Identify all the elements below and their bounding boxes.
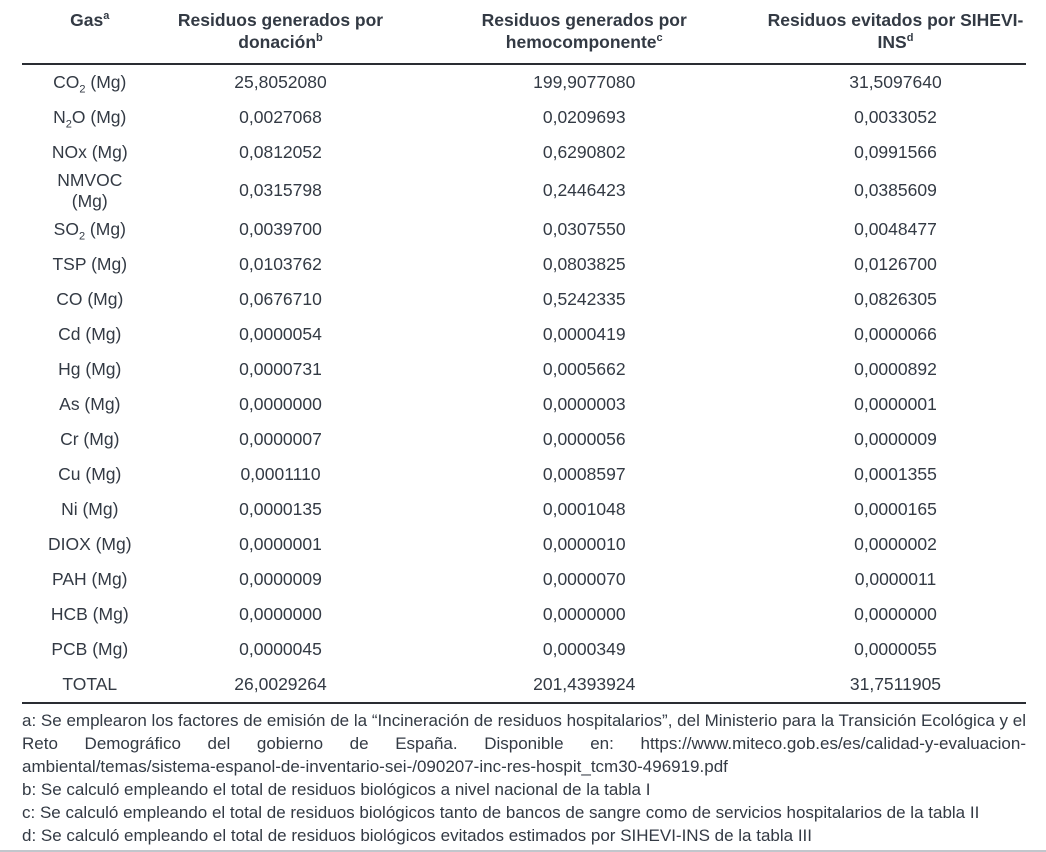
column-header-line: Residuos generados por xyxy=(177,10,384,30)
footnote-marker: d xyxy=(906,32,914,45)
value-cell: 25,8052080 xyxy=(234,71,327,92)
table-row xyxy=(22,317,1026,352)
value-cell: 0,0000045 xyxy=(239,638,322,659)
value-cell: 0,0209693 xyxy=(542,106,626,127)
value-cell: 0,0000000 xyxy=(542,603,626,624)
gas-subscript: 2 xyxy=(79,83,86,96)
gas-cell xyxy=(22,282,158,317)
gas-label: SO xyxy=(53,218,79,239)
value-cell: 0,0676710 xyxy=(239,288,322,309)
value-cell: 0,0000000 xyxy=(239,393,322,414)
gas-cell xyxy=(22,457,158,492)
gas-label: Cu (Mg) xyxy=(58,463,122,484)
table-row xyxy=(22,212,1026,247)
table-row xyxy=(22,247,1026,282)
footnote-d: d: Se calculó empleando el total de residuos biológicos evitados estimados por SIHEVI-INS de la tabla III xyxy=(22,825,812,845)
value-cell: 0,0385609 xyxy=(854,180,937,201)
footnote-c: c: Se calculó empleando el total de residuos biológicos tanto de bancos de sangre como de servicios hospitalarios de la tabla II xyxy=(22,802,980,822)
value-cell: 0,0039700 xyxy=(239,218,322,239)
value-cell: 0,0826305 xyxy=(854,288,937,309)
table-row xyxy=(22,387,1026,422)
emissions-table xyxy=(22,8,1026,704)
value-cell: 201,4393924 xyxy=(533,673,636,694)
column-header-line: Gas$^a$ xyxy=(70,10,110,30)
gas-label: Hg (Mg) xyxy=(58,358,122,379)
table-row xyxy=(22,562,1026,597)
column-header-line: hemocomponente$^c$ xyxy=(505,31,663,52)
value-cell: 0,0307550 xyxy=(542,218,626,239)
value-cell: 0,0001110 xyxy=(240,463,321,484)
value-cell: 0,0000003 xyxy=(542,393,626,414)
footnote-marker: a xyxy=(103,10,110,23)
gas-label: DIOX (Mg) xyxy=(47,533,132,554)
value-cell: 0,0008597 xyxy=(542,463,626,484)
value-cell: 0,5242335 xyxy=(542,288,626,309)
value-cell: 26,0029264 xyxy=(234,673,327,694)
table-row xyxy=(22,632,1026,667)
gas-label: CO xyxy=(53,71,80,92)
table-row xyxy=(22,492,1026,527)
column-header-line: Residuos generados por xyxy=(481,10,687,30)
value-cell: 0,0000009 xyxy=(854,428,937,449)
column-header xyxy=(765,8,1026,64)
gas-label: Cd (Mg) xyxy=(58,323,122,344)
value-cell: 0,0315798 xyxy=(239,180,322,201)
gas-label: Cr (Mg) xyxy=(60,428,120,449)
value-cell: 0,0000011 xyxy=(854,568,937,589)
footnote-marker: c xyxy=(656,32,663,45)
gas-cell xyxy=(22,64,158,100)
value-cell: 0,0991566 xyxy=(854,141,937,162)
value-cell: 0,0000007 xyxy=(239,428,322,449)
value-cell: 0,2446423 xyxy=(542,180,626,201)
value-cell: 0,0000002 xyxy=(854,533,937,554)
gas-cell xyxy=(22,527,158,562)
value-cell: 0,0000070 xyxy=(542,568,626,589)
gas-cell xyxy=(22,170,158,212)
gas-label: CO (Mg) xyxy=(56,288,124,309)
gas-label: TSP (Mg) xyxy=(52,253,128,274)
value-cell: 0,0001355 xyxy=(854,463,937,484)
gas-label: NMVOC xyxy=(57,169,123,190)
value-cell: 0,0000349 xyxy=(542,638,626,659)
gas-cell xyxy=(22,100,158,135)
value-cell: 0,0000419 xyxy=(542,323,626,344)
gas-label-suffix: O (Mg) xyxy=(71,106,127,127)
value-cell: 0,0000001 xyxy=(239,533,322,554)
column-header xyxy=(158,8,404,64)
gas-cell xyxy=(22,562,158,597)
value-cell: 0,0027068 xyxy=(239,106,322,127)
column-header xyxy=(22,8,158,64)
gas-cell xyxy=(22,667,158,703)
gas-cell xyxy=(22,632,158,667)
footnote-a: a: Se emplearon los factores de emisión de la “Incineración de residuos hospitalarios”, del Ministerio para la Transición Ecológica y el Reto Demográfico del gobierno de España. Disponible en: https://www.miteco.gob.es/es/calidad-y-evaluacion-ambiental/temas/sistema-espanol-de-inventario-sei-/090207-inc-res-hospit_tcm30-496919.pdf xyxy=(22,710,1026,776)
gas-label: N xyxy=(53,106,66,127)
gas-cell xyxy=(22,247,158,282)
value-cell: 0,0803825 xyxy=(542,253,626,274)
value-cell: 0,0048477 xyxy=(854,218,937,239)
table-row xyxy=(22,667,1026,703)
value-cell: 0,0000731 xyxy=(239,358,322,379)
value-cell: 0,0000054 xyxy=(239,323,322,344)
gas-cell xyxy=(22,492,158,527)
value-cell: 0,0000000 xyxy=(854,603,937,624)
value-cell: 199,9077080 xyxy=(533,71,636,92)
gas-label: PCB (Mg) xyxy=(51,638,129,659)
gas-cell xyxy=(22,597,158,632)
column-header-line: Residuos evitados por SIHEVI- xyxy=(767,10,1024,30)
table-row xyxy=(22,422,1026,457)
value-cell: 0,0126700 xyxy=(854,253,937,274)
value-cell: 0,0000165 xyxy=(854,498,937,519)
gas-cell xyxy=(22,352,158,387)
table-header xyxy=(22,8,1026,64)
gas-label: NOx (Mg) xyxy=(51,141,128,162)
column-header xyxy=(404,8,765,64)
gas-cell xyxy=(22,387,158,422)
value-cell: 0,0000000 xyxy=(239,603,322,624)
gas-subscript: 2 xyxy=(78,230,86,243)
table-row xyxy=(22,352,1026,387)
value-cell: 0,0000010 xyxy=(542,533,626,554)
table-row xyxy=(22,597,1026,632)
gas-label: TOTAL xyxy=(62,673,118,694)
table-row xyxy=(22,527,1026,562)
gas-subscript: 2 xyxy=(65,118,72,131)
value-cell: 0,0005662 xyxy=(542,358,626,379)
table-row xyxy=(22,64,1026,100)
gas-label: HCB (Mg) xyxy=(50,603,129,624)
footnote-b: b: Se calculó empleando el total de residuos biológicos a nivel nacional de la tabla I xyxy=(22,779,651,799)
value-cell: 0,0000009 xyxy=(239,568,322,589)
column-header-line: donación$^b$ xyxy=(238,31,323,52)
value-cell: 0,0103762 xyxy=(239,253,322,274)
value-cell: 31,7511905 xyxy=(849,673,942,694)
gas-label-suffix: (Mg) xyxy=(71,190,108,211)
gas-cell xyxy=(22,135,158,170)
gas-label: Ni (Mg) xyxy=(61,498,119,519)
table-row xyxy=(22,135,1026,170)
gas-cell xyxy=(22,212,158,247)
value-cell: 0,0001048 xyxy=(542,498,626,519)
value-cell: 0,0000055 xyxy=(854,638,937,659)
value-cell: 0,0000056 xyxy=(542,428,626,449)
table-row xyxy=(22,170,1026,212)
gas-label: PAH (Mg) xyxy=(52,568,128,589)
value-cell: 0,0033052 xyxy=(854,106,937,127)
value-cell: 31,5097640 xyxy=(849,71,942,92)
value-cell: 0,0812052 xyxy=(239,141,322,162)
header-row xyxy=(22,8,1026,64)
gas-label-suffix: (Mg) xyxy=(85,71,127,92)
table-row xyxy=(22,282,1026,317)
column-header-line: INS$^d$ xyxy=(877,31,914,52)
gas-cell xyxy=(22,317,158,352)
gas-label-suffix: (Mg) xyxy=(85,218,126,239)
table-row xyxy=(22,100,1026,135)
value-cell: 0,0000135 xyxy=(239,498,322,519)
value-cell: 0,0000066 xyxy=(854,323,937,344)
value-cell: 0,0000892 xyxy=(854,358,937,379)
footnote-marker: b xyxy=(316,32,323,45)
footnotes xyxy=(22,704,1026,847)
gas-cell xyxy=(22,422,158,457)
table-row xyxy=(22,457,1026,492)
value-cell: 0,0000001 xyxy=(854,393,937,414)
table-body xyxy=(22,64,1026,703)
value-cell: 0,6290802 xyxy=(542,141,626,162)
gas-label: As (Mg) xyxy=(59,393,121,414)
